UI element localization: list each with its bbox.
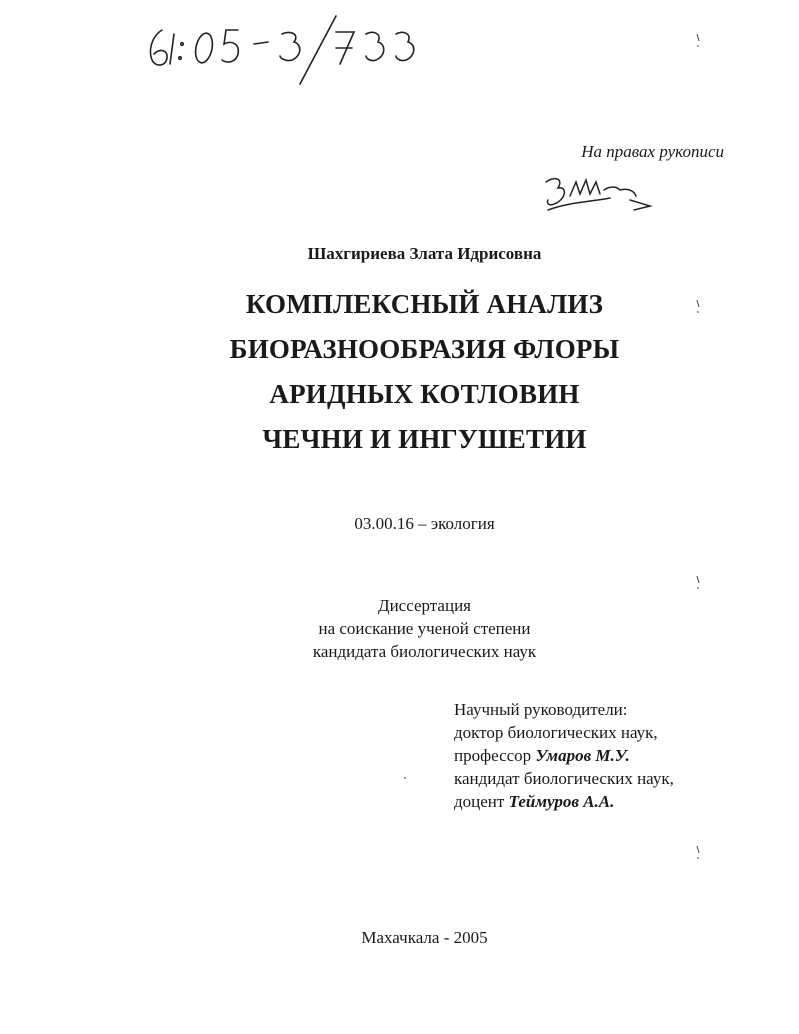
advisor-name: Умаров М.У. <box>535 746 630 765</box>
degree-line: кандидата биологических наук <box>312 642 537 661</box>
title-line: АРИДНЫХ КОТЛОВИН <box>269 379 580 409</box>
author-signature <box>540 168 670 218</box>
advisor-line <box>454 744 674 767</box>
scan-mark <box>695 844 701 864</box>
specialty-code: 03.00.16 – экология <box>354 514 495 533</box>
city-year: Махачкала - 2005 <box>361 928 488 947</box>
advisor-title: доцент <box>454 792 509 811</box>
dissertation-title <box>0 282 799 462</box>
advisor-title: профессор <box>454 746 536 765</box>
handwritten-archive-number-drawing <box>140 10 430 90</box>
title-line: ЧЕЧНИ И ИНГУШЕТИИ <box>262 424 587 454</box>
advisor-line <box>454 790 674 813</box>
degree-line: Диссертация <box>377 596 471 615</box>
scan-mark <box>402 768 408 788</box>
dissertation-degree-block <box>0 594 799 663</box>
degree-line: на соискание ученой степени <box>318 619 531 638</box>
rights-note: На правах рукописи <box>581 142 724 161</box>
author-name: Шахгириева Злата Идрисовна <box>307 244 542 263</box>
scan-mark <box>695 574 701 594</box>
scientific-advisors <box>454 698 674 813</box>
advisors-heading: Научный руководители: <box>454 700 628 719</box>
archive-number-handwritten <box>140 10 430 90</box>
advisor-name: Теймуров А.А. <box>508 792 615 811</box>
scan-mark <box>695 32 701 52</box>
advisor-line: кандидат биологических наук, <box>454 769 674 788</box>
title-line: БИОРАЗНООБРАЗИЯ ФЛОРЫ <box>229 334 620 364</box>
title-line: КОМПЛЕКСНЫЙ АНАЛИЗ <box>245 289 604 319</box>
scan-mark <box>695 298 701 318</box>
advisor-line: доктор биологических наук, <box>454 723 658 742</box>
signature-drawing <box>540 168 670 218</box>
